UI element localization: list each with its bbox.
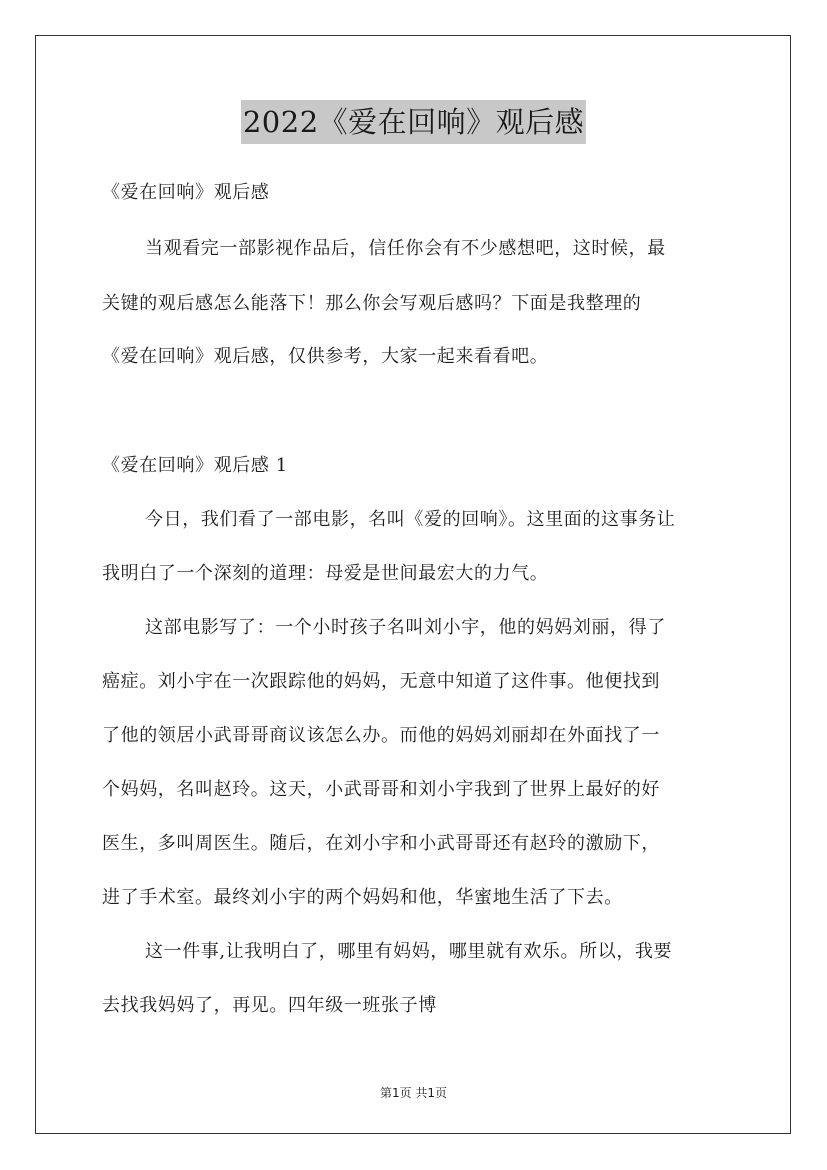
body-line: 去找我妈妈了，再见。四年级一班张子博	[102, 995, 437, 1016]
subtitle: 《爱在回响》观后感	[102, 182, 270, 203]
body-line: 我明白了一个深刻的道理：母爱是世间最宏大的力气。	[102, 563, 549, 584]
intro-line: 当观看完一部影视作品后，信任你会有不少感想吧，这时候，最	[145, 238, 666, 259]
section-heading: 《爱在回响》观后感 1	[102, 455, 288, 476]
body-line: 进了手术室。最终刘小宇的两个妈妈和他，华蜜地生活了下去。	[102, 887, 623, 908]
body-line: 这一件事,让我明白了，哪里有妈妈，哪里就有欢乐。所以，我要	[145, 941, 673, 962]
title-block	[0, 100, 827, 144]
page-footer: 第1页 共1页	[379, 1086, 448, 1100]
body-line: 个妈妈，名叫赵玲。这天，小武哥哥和刘小宇我到了世界上最好的好	[102, 779, 660, 800]
body-line: 了他的领居小武哥哥商议该怎么办。而他的妈妈刘丽却在外面找了一	[102, 725, 660, 746]
document-title: 2022《爱在回响》观后感	[241, 100, 586, 144]
body-line: 今日，我们看了一部电影，名叫《爱的回响》。这里面的这事务让	[145, 509, 676, 530]
body-line: 这部电影写了：一个小时孩子名叫刘小宇，他的妈妈刘丽，得了	[145, 617, 666, 638]
body-line: 医生，多叫周医生。随后，在刘小宇和小武哥哥还有赵玲的激励下，	[102, 833, 660, 854]
body-line: 癌症。刘小宇在一次跟踪他的妈妈，无意中知道了这件事。他便找到	[102, 671, 660, 692]
intro-line: 《爱在回响》观后感，仅供参考，大家一起来看看吧。	[102, 346, 549, 367]
intro-line: 关键的观后感怎么能落下！那么你会写观后感吗？下面是我整理的	[102, 293, 642, 314]
